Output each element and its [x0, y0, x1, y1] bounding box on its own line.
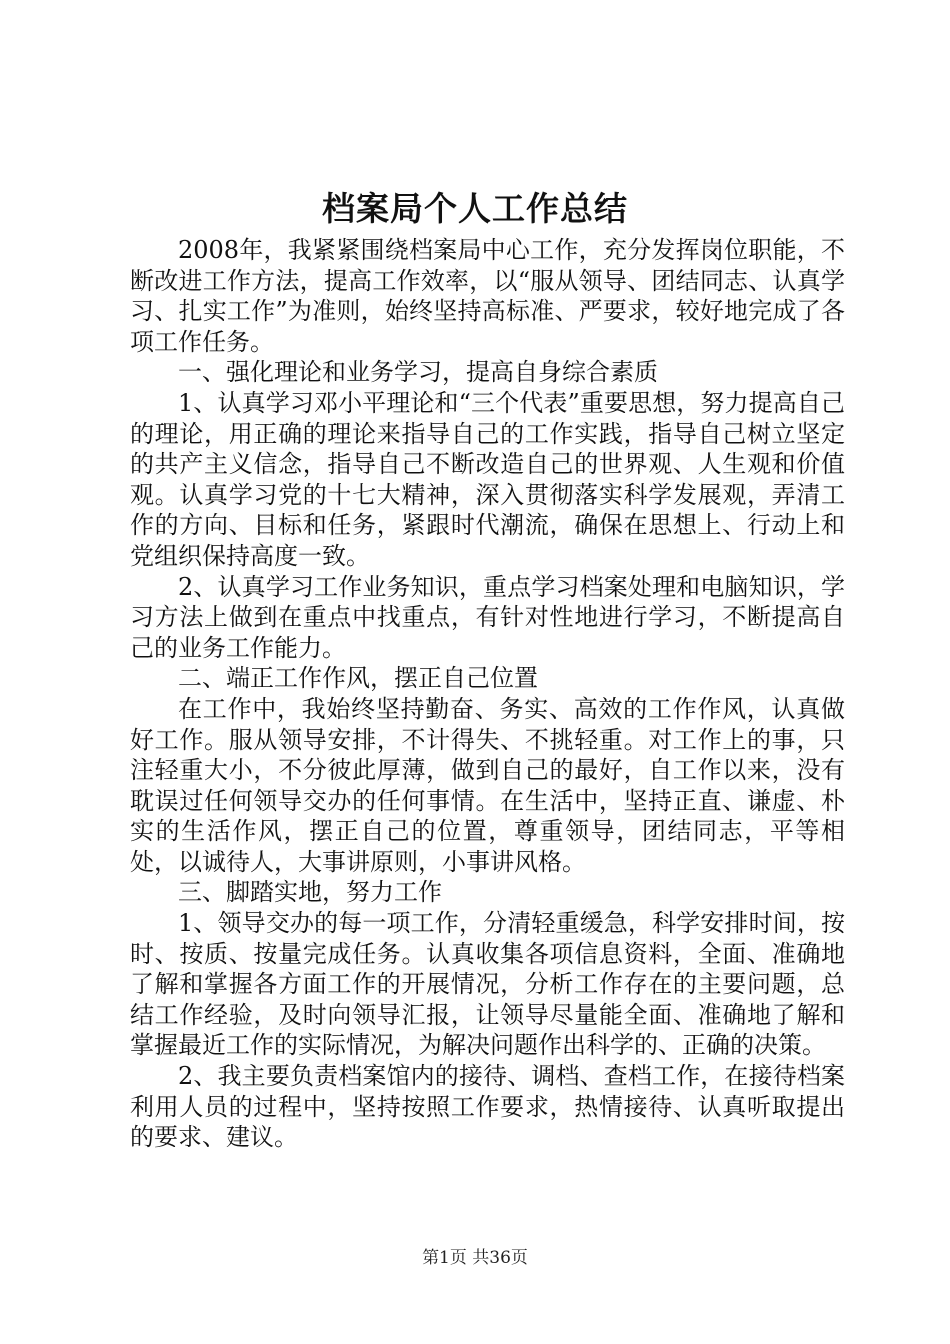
- section-heading-3: 三、脚踏实地，努力工作: [178, 878, 442, 907]
- document-body: [130, 235, 845, 1153]
- paragraph-1-1: 1、认真学习邓小平理论和“三个代表”重要思想，努力提高自己的理论，用正确的理论来指导自己的工作实践，指导自己树立坚定的共产主义信念，指导自己不断改造自己的世界观、人生观和价值观。认真学习党的十七大精神，深入贯彻落实科学发展观，弄清工作的方向、目标和任务，紧跟时代潮流，确保在思想上、行动上和党组织保持高度一致。: [130, 388, 845, 570]
- paragraph-1-2: 2、认真学习工作业务知识，重点学习档案处理和电脑知识，学习方法上做到在重点中找重点，有针对性地进行学习，不断提高自己的业务工作能力。: [130, 572, 845, 662]
- paragraph-3-2: 2、我主要负责档案馆内的接待、调档、查档工作，在接待档案利用人员的过程中，坚持按照工作要求，热情接待、认真听取提出的要求、建议。: [130, 1062, 845, 1152]
- paragraph-intro: 2008年，我紧紧围绕档案局中心工作，充分发挥岗位职能，不断改进工作方法，提高工作效率，以“服从领导、团结同志、认真学习、扎实工作”为准则，始终坚持高标准、严要求，较好地完成了各项工作任务。: [130, 236, 845, 356]
- document-title: 档案局个人工作总结: [322, 189, 628, 228]
- section-heading-1: 一、强化理论和业务学习，提高自身综合素质: [178, 358, 658, 387]
- page-number-footer: 第1页 共36页: [422, 1248, 528, 1268]
- paragraph-3-1: 1、领导交办的每一项工作，分清轻重缓急，科学安排时间，按时、按质、按量完成任务。认真收集各项信息资料，全面、准确地了解和掌握各方面工作的开展情况，分析工作存在的主要问题，总结工作经验，及时向领导汇报，让领导尽量能全面、准确地了解和掌握最近工作的实际情况，为解决问题作出科学的、正确的决策。: [130, 909, 845, 1060]
- paragraph-2: 在工作中，我始终坚持勤奋、务实、高效的工作作风，认真做好工作。服从领导安排，不计得失、不挑轻重。对工作上的事，只注轻重大小，不分彼此厚薄，做到自己的最好，自工作以来，没有耽误过任何领导交办的任何事情。在生活中，坚持正直、谦虚、朴实的生活作风，摆正自己的位置，尊重领导，团结同志，平等相处，以诚待人，大事讲原则，小事讲风格。: [130, 694, 845, 876]
- section-heading-2: 二、端正工作作风，摆正自己位置: [178, 664, 538, 693]
